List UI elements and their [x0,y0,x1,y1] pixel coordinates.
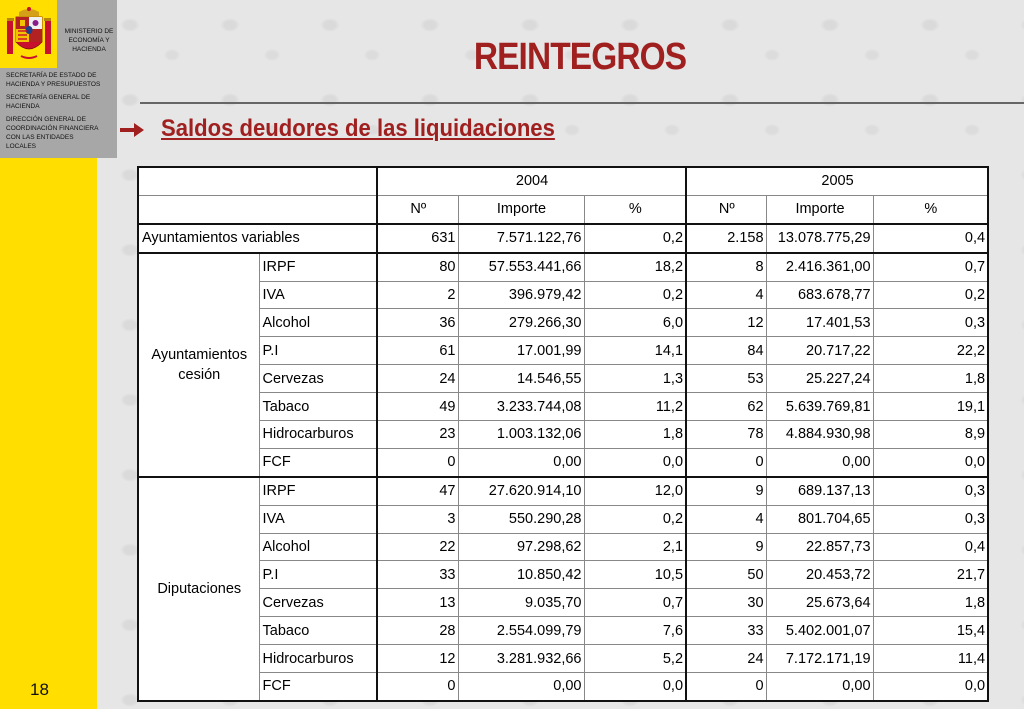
table-cell: 17.401,53 [766,309,873,337]
table-row [138,477,988,505]
table-cell: 24 [686,645,766,673]
table-cell: 3.281.932,66 [458,645,584,673]
table-row [138,533,988,561]
department-line: HACIENDA Y PRESUPUESTOS [6,81,101,88]
table-cell: 19,1 [873,393,988,421]
table-cell: 631 [377,224,458,253]
secretaria-estado [6,71,116,89]
table-cell: 9.035,70 [458,589,584,617]
table-cell: 4 [686,505,766,533]
table-cell: 22 [377,533,458,561]
table-cell: 53 [686,365,766,393]
ministry-line: HACIENDA [72,46,106,53]
coat-of-arms-tile [0,0,57,68]
table-cell: 25.673,64 [766,589,873,617]
concept-label: IVA [259,281,377,309]
table-cell: 11,2 [584,393,686,421]
table-row [138,365,988,393]
table-cell: 22.857,73 [766,533,873,561]
department-line: DIRECCIÓN GENERAL DE [6,116,86,123]
concept-label: Hidrocarburos [259,645,377,673]
concept-label: P.I [259,337,377,365]
table-cell: 27.620.914,10 [458,477,584,505]
table-cell: 9 [686,533,766,561]
table-row [138,224,988,253]
secretaria-general [6,93,116,111]
concept-label: IRPF [259,253,377,281]
ministry-line: ECONOMÍA Y [68,37,110,44]
department-line: SECRETARÍA GENERAL DE [6,94,91,101]
table-cell: 33 [377,561,458,589]
liquidation-table [137,166,989,702]
table-cell: 36 [377,309,458,337]
table-cell: 20.717,22 [766,337,873,365]
table-cell: 0,3 [873,505,988,533]
table-cell: 0,7 [584,589,686,617]
table-row [138,673,988,701]
concept-label: Alcohol [259,309,377,337]
column-header-row [138,195,988,223]
column-header: Importe [766,195,873,223]
table-cell: 0,0 [873,673,988,701]
table-cell: 2,1 [584,533,686,561]
table-row [138,645,988,673]
table-cell: 683.678,77 [766,281,873,309]
table-cell: 550.290,28 [458,505,584,533]
year-header-row [138,167,988,195]
table-cell: 13.078.775,29 [766,224,873,253]
table-cell: 24 [377,365,458,393]
table-cell: 14.546,55 [458,365,584,393]
table-cell: 8,9 [873,421,988,449]
table-cell: 2.554.099,79 [458,617,584,645]
spain-coat-of-arms-icon [7,6,51,62]
table-cell: 50 [686,561,766,589]
table-cell: 49 [377,393,458,421]
table-cell: 0,2 [584,505,686,533]
concept-label: IVA [259,505,377,533]
table-cell: 9 [686,477,766,505]
table-row [138,589,988,617]
table-cell: 1,3 [584,365,686,393]
header-corner [138,195,377,223]
table-row [138,337,988,365]
table-cell: 18,2 [584,253,686,281]
table-cell: 7.571.122,76 [458,224,584,253]
sidebar-yellow-band [0,158,97,709]
table-cell: 1,8 [873,365,988,393]
table-cell: 17.001,99 [458,337,584,365]
table-cell: 0,0 [873,448,988,476]
table-cell: 3.233.744,08 [458,393,584,421]
column-header: Importe [458,195,584,223]
concept-label: Cervezas [259,365,377,393]
table-cell: 23 [377,421,458,449]
table-cell: 0 [377,448,458,476]
table-cell: 4 [686,281,766,309]
concept-label: FCF [259,673,377,701]
table-cell: 14,1 [584,337,686,365]
table-cell: 0,2 [873,281,988,309]
table-row [138,561,988,589]
right-arrow-icon [118,120,146,140]
department-line: CON LAS ENTIDADES [6,134,74,141]
column-header: Nº [377,195,458,223]
table-cell: 21,7 [873,561,988,589]
table-cell: 0,2 [584,224,686,253]
concept-label: Alcohol [259,533,377,561]
table-cell: 47 [377,477,458,505]
table-cell: 1.003.132,06 [458,421,584,449]
table-cell: 0 [686,673,766,701]
concept-label: FCF [259,448,377,476]
table-cell: 12 [377,645,458,673]
table-cell: 5.639.769,81 [766,393,873,421]
page-title: REINTEGROS [473,36,687,78]
table-cell: 97.298,62 [458,533,584,561]
table-row [138,253,988,281]
column-header: % [873,195,988,223]
table-cell: 0,4 [873,224,988,253]
table-cell: 0 [686,448,766,476]
table-cell: 12 [686,309,766,337]
header-corner [138,167,377,195]
department-line: COORDINACIÓN FINANCIERA [6,125,99,132]
table-cell: 4.884.930,98 [766,421,873,449]
table-cell: 10,5 [584,561,686,589]
table-cell: 2.158 [686,224,766,253]
direccion-general [6,115,116,151]
table-cell: 3 [377,505,458,533]
table-cell: 12,0 [584,477,686,505]
table-cell: 78 [686,421,766,449]
year-header: 2004 [377,167,686,195]
table-cell: 30 [686,589,766,617]
table-row [138,617,988,645]
table-cell: 1,8 [873,589,988,617]
table-cell: 2.416.361,00 [766,253,873,281]
table-cell: 33 [686,617,766,645]
table-cell: 2 [377,281,458,309]
column-header: % [584,195,686,223]
table-cell: 6,0 [584,309,686,337]
table-cell: 0,2 [584,281,686,309]
table-cell: 0,00 [458,673,584,701]
table-cell: 20.453,72 [766,561,873,589]
table-cell: 0 [377,673,458,701]
ministry-name [59,27,119,54]
table-cell: 279.266,30 [458,309,584,337]
table-cell: 11,4 [873,645,988,673]
table-cell: 0,3 [873,477,988,505]
table-cell: 62 [686,393,766,421]
concept-label: Hidrocarburos [259,421,377,449]
row-label: Ayuntamientos variables [138,224,377,253]
table-cell: 80 [377,253,458,281]
table-cell: 0,00 [766,673,873,701]
table-row [138,505,988,533]
table-row [138,421,988,449]
title-divider [140,102,1024,104]
table-cell: 0,00 [766,448,873,476]
table-cell: 61 [377,337,458,365]
table-cell: 10.850,42 [458,561,584,589]
table-cell: 1,8 [584,421,686,449]
table-cell: 7,6 [584,617,686,645]
table-cell: 396.979,42 [458,281,584,309]
concept-label: Cervezas [259,589,377,617]
table-cell: 28 [377,617,458,645]
table-cell: 0,0 [584,673,686,701]
table-body [138,224,988,701]
page-subtitle: Saldos deudores de las liquidaciones [161,115,555,142]
department-line: HACIENDA [6,103,40,110]
table-row [138,309,988,337]
concept-label: IRPF [259,477,377,505]
table-cell: 0,7 [873,253,988,281]
concept-label: Tabaco [259,617,377,645]
table-cell: 7.172.171,19 [766,645,873,673]
table-cell: 0,0 [584,448,686,476]
department-line: LOCALES [6,143,36,150]
concept-label: P.I [259,561,377,589]
concept-label: Tabaco [259,393,377,421]
column-header: Nº [686,195,766,223]
table-cell: 57.553.441,66 [458,253,584,281]
table-cell: 15,4 [873,617,988,645]
table-cell: 5,2 [584,645,686,673]
table-cell: 689.137,13 [766,477,873,505]
group-label: Diputaciones [138,477,259,701]
table-cell: 8 [686,253,766,281]
department-list [6,71,116,155]
group-label: Ayuntamientos cesión [138,253,259,477]
table-cell: 801.704,65 [766,505,873,533]
table-row [138,281,988,309]
table-cell: 13 [377,589,458,617]
table-cell: 0,4 [873,533,988,561]
table-cell: 25.227,24 [766,365,873,393]
sidebar-header [0,0,117,158]
table-cell: 22,2 [873,337,988,365]
table-row [138,393,988,421]
ministry-line: MINISTERIO DE [64,28,114,35]
table-cell: 0,3 [873,309,988,337]
year-header: 2005 [686,167,988,195]
table-cell: 0,00 [458,448,584,476]
table-row [138,448,988,476]
table-cell: 84 [686,337,766,365]
department-line: SECRETARÍA DE ESTADO DE [6,72,97,79]
page-number: 18 [30,680,49,699]
table-cell: 5.402.001,07 [766,617,873,645]
